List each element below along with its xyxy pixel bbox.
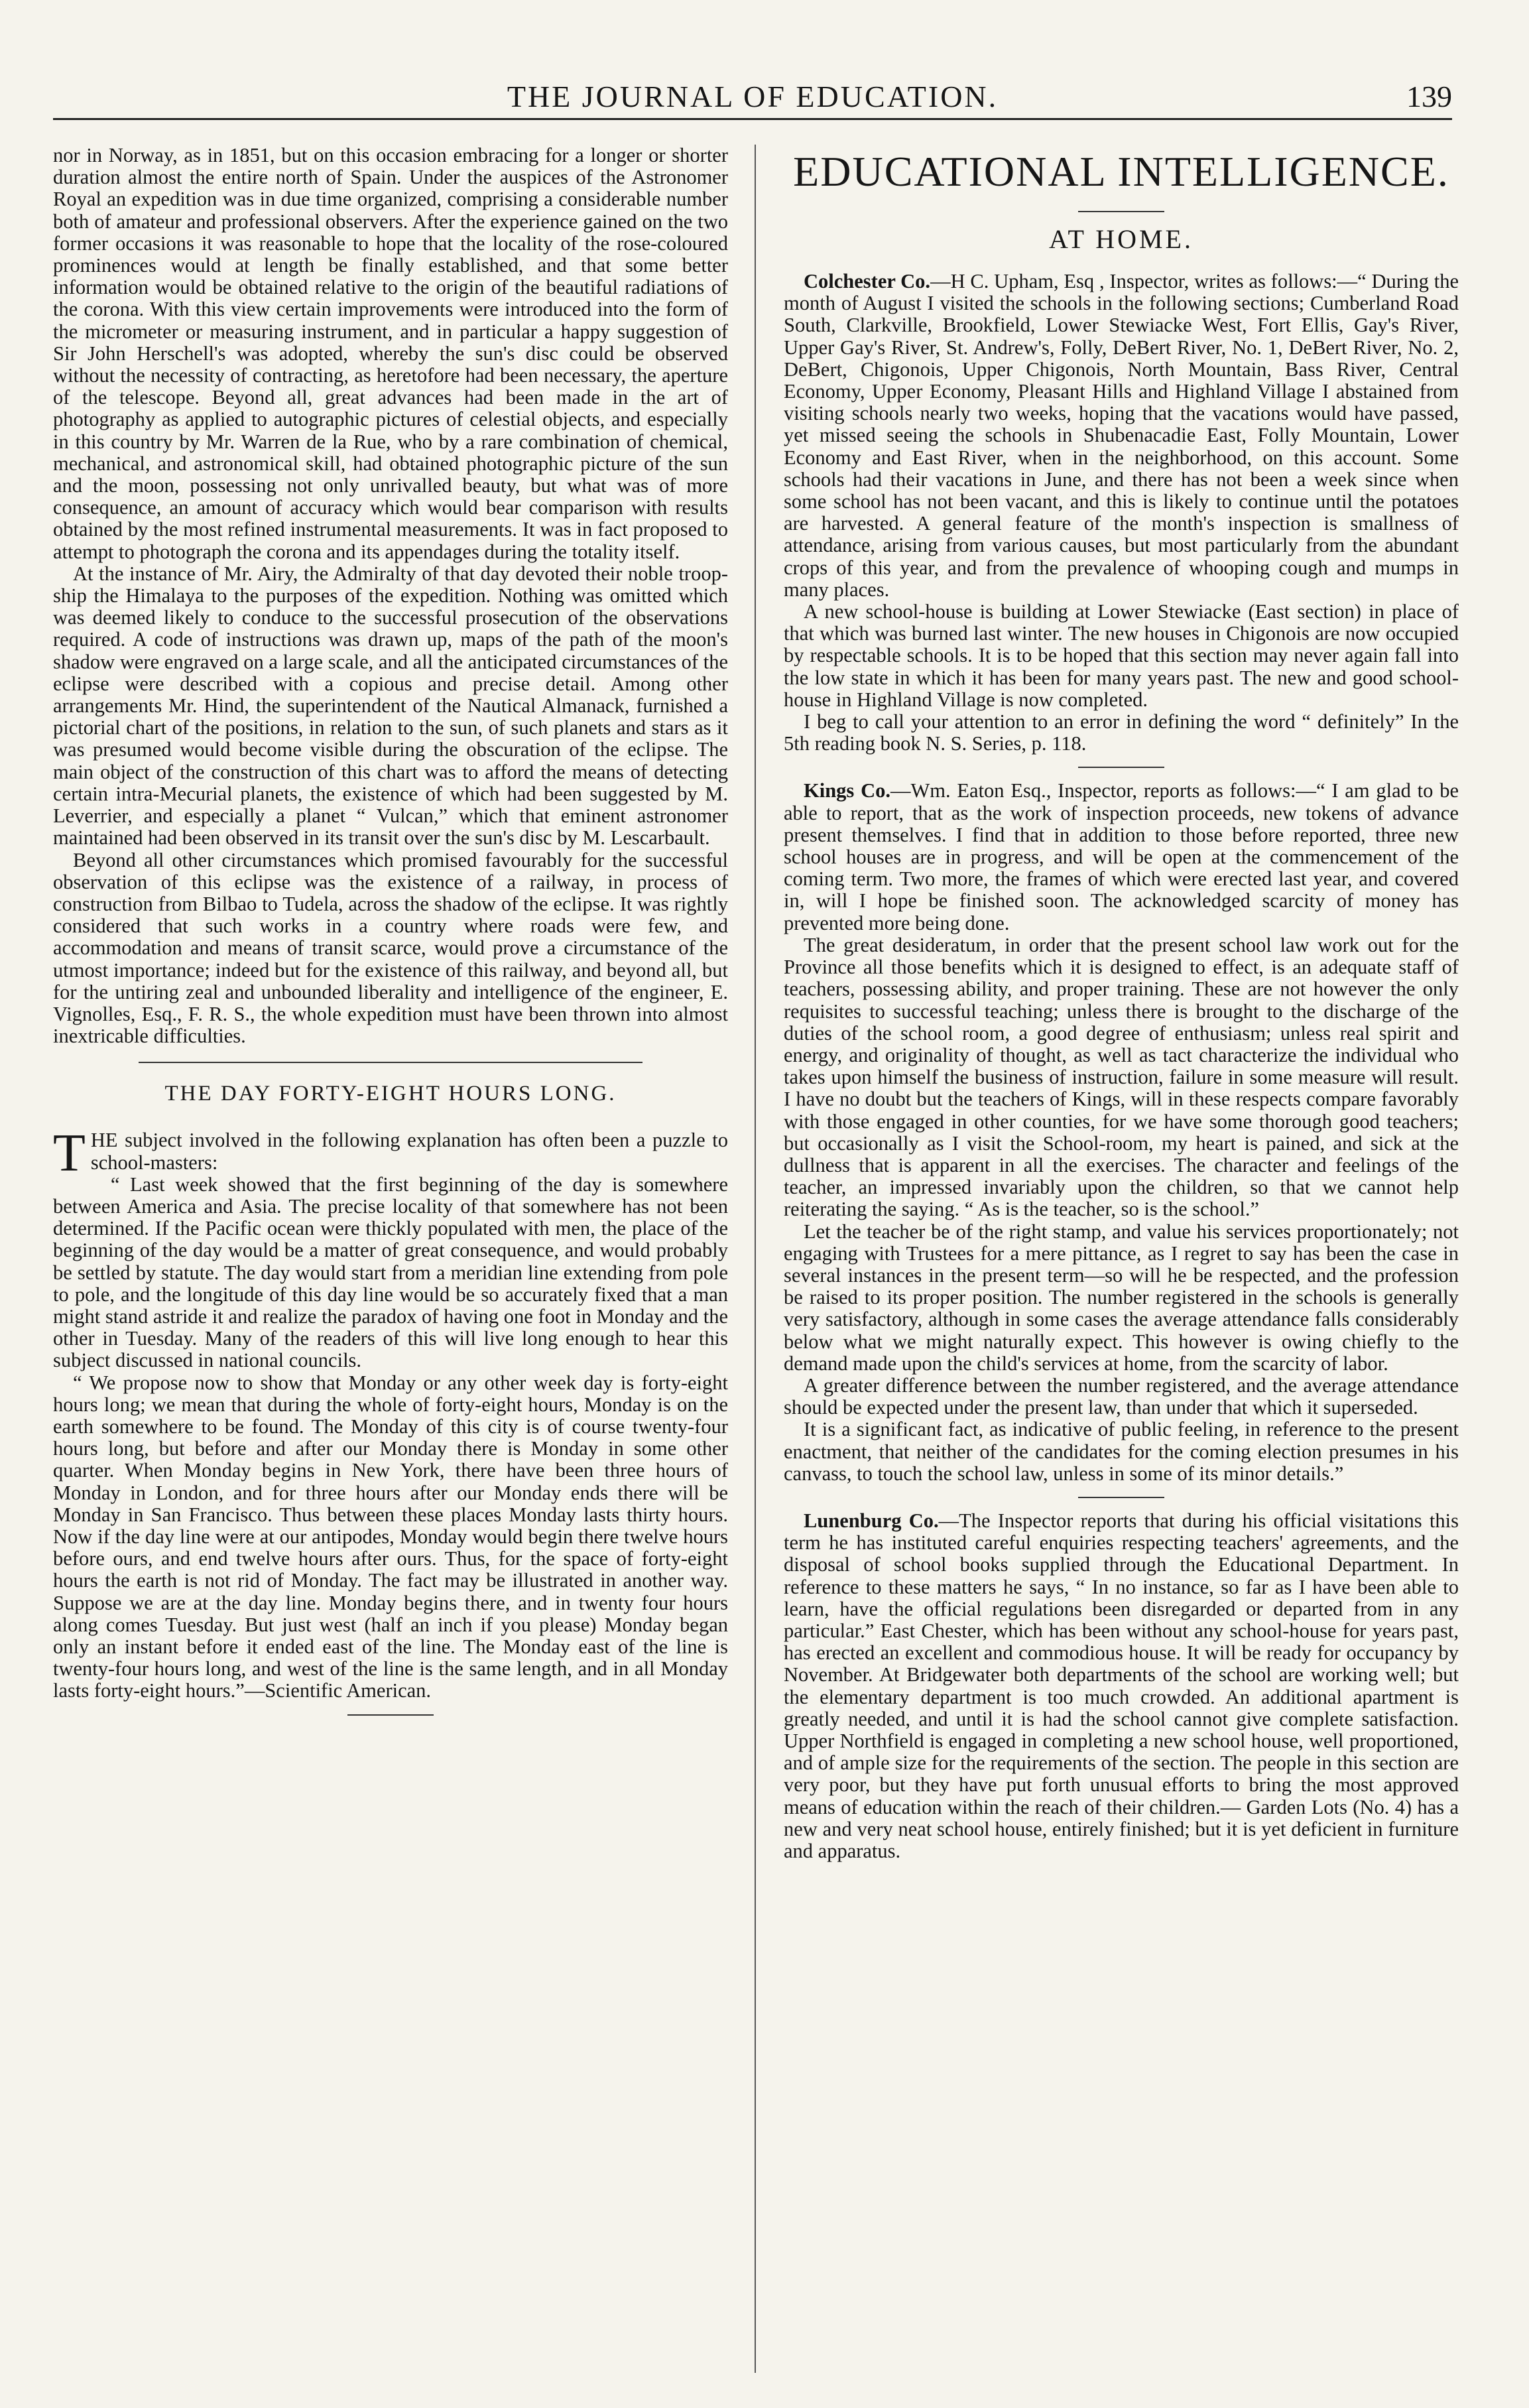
county-name-kings: Kings Co.: [804, 779, 890, 802]
eclipse-paragraph-1: nor in Norway, as in 1851, but on this occasion embracing for a longer or shorter duration almost the entire north of Spain. Under the auspices of the Astronomer Royal an expedition was in due time organized, comprising a considerable number both of amateur and professional observers. After the experience gained on the two former occasions it was reasonable to hope that the locality of the rose-coloured prominences would at length be finally established, and that some better information would be obtained relative to the origin of the beautiful radiations of the corona. With this view certain improvements were introduced into the form of the micrometer or measuring instrument, and in particular a happy suggestion of Sir John Herschell's was adopted, whereby the sun's disc could be observed without the necessity of contracting, as heretofore had been necessary, the aperture of the telescope. Beyond all, great advances had been made in the art of photography as applied to autographic pictures of celestial objects, and especially in this country by Mr. Warren de la Rue, who by a rare combination of chemical, mechanical, and astronomical skill, had obtained photographic picture of the sun and the moon, possessing not only unrivalled beauty, but what was of more consequence, an amount of accuracy which would bear comparison with results obtained by the most refined instrumental measurements. It was in fact proposed to attempt to photograph the corona and its appendages during the totality itself.: [53, 145, 728, 563]
lunenburg-text: —The Inspector reports that during his official visitations this term he has instituted careful enquiries respecting teachers' agreements, and the disposal of school books supplied through the Educational Department. In reference to these matters he says, “ In no instance, so far as I have been able to learn, have the official regulations been disregarded or departed from in any particular.” East Chester, which has been without any school-house for years past, has erected an excellent and commodious house. It will be ready for occupancy by November. At Bridgewater both departments of the school are working well; but the elementary department is too much crowded. An additional apartment is greatly needed, and until it is had the school cannot give complete satisfaction. Upper Northfield is engaged in completing a new school house, well proportioned, and of ample size for the requirements of the section. The people in this section are very poor, but they have put forth unusual efforts to bring the most approved means of education within the reach of their children.— Garden Lots (No. 4) has a new and very neat school house, entirely finished; but it is yet deficient in furniture and apparatus.: [784, 1509, 1459, 1863]
county-name-colchester: Colchester Co.: [804, 270, 931, 292]
article-paragraph-1: “ Last week showed that the first beginning of the day is somewhere between America and Asia. The precise locality of that somewhere has not been determined. If the Pacific ocean were thickly populated with men, the place of the beginning of the day would be a matter of great consequence, and would probably be settled by statute. The day would start from a meridian line extending from pole to pole, and the longitude of this day line would be so accurately fixed that a man might stand astride it and realize the paradox of having one foot in Monday and the other in Tuesday. Many of the readers of this will live long enough to hear this subject discussed in national councils.: [53, 1172, 728, 1372]
report-divider: [1078, 767, 1164, 768]
colchester-text: —H C. Upham, Esq , Inspector, writes as follows:—“ During the month of August I visited the schools in the following sections; Cumberland Road South, Clarkville, Brookfield, Lower Stewiacke West, Fort Ellis, Gay's River, Upper Gay's River, St. Andrew's, Folly, DeBert River, No. 1, DeBert River, No. 2, DeBert, Chigonois, Upper Chigonois, North Mountain, Bass River, Central Economy, Upper Economy, Pleasant Hills and Highland Village I abstained from visiting schools nearly two weeks, hoping that the vacations would have passed, yet missed seeing the schools in Shubenacadie East, Folly Mountain, Lower Economy and East River, when in the neighborhood, on this account. Some schools had their vacations in June, and there has not been a week since when some school has not been vacant, and this is likely to continue until the potatoes are harvested. A general feature of the month's inspection is smallness of attendance, arising from various causes, but most particularly from the abundant crops of this year, and from the prevalence of whooping cough and mumps in many places.: [784, 270, 1459, 601]
report-divider-2: [1078, 1497, 1164, 1498]
article-intro-text: HE subject involved in the following explanation has often been a puzzle to school-masters:: [90, 1129, 728, 1174]
right-column: [784, 145, 1459, 2373]
colchester-paragraph-2: A new school-house is building at Lower Stewiacke (East section) in place of that which was burned last winter. The new houses in Chigonois are now occupied by respectable schools. It is to be hoped that this section may never again fall into the low state in which it has been for many years past. The new and good school-house in Highland Village is now completed.: [784, 600, 1459, 711]
kings-report: [784, 780, 1459, 934]
kings-paragraph-4: A greater difference between the number registered, and the average attendance should be expected under the present law, than under that which it superseded.: [784, 1373, 1459, 1419]
article-divider: [139, 1062, 642, 1063]
county-name-lunenburg: Lunenburg Co.: [804, 1509, 939, 1532]
end-rule: [347, 1714, 434, 1716]
colchester-paragraph-3: I beg to call your attention to an error in defining the word “ definitely” In the 5th reading book N. S. Series, p. 118.: [784, 710, 1459, 755]
eclipse-paragraph-2: At the instance of Mr. Airy, the Admiralty of that day devoted their noble troop-ship the Himalaya to the purposes of the expedition. Nothing was omitted which was deemed likely to conduce to the successful prosecution of the observations required. A code of instructions was drawn up, maps of the path of the moon's shadow were engraved on a large scale, and all the anticipated circumstances of the eclipse were described with a copious and precise detail. Among other arrangements Mr. Hind, the superintendent of the Nautical Almanack, furnished a pictorial chart of the positions, in relation to the sun, of such planets and stars as it was presumed would become visible during the obscuration of the eclipse. The main object of the construction of this chart was to afford the means of detecting certain intra-Mecurial planets, the existence of which had been suggested by M. Leverrier, and especially a planet “ Vulcan,” which that eminent astronomer maintained had been observed in its transit over the sun's disc by M. Lescarbault.: [53, 562, 728, 850]
kings-text: —Wm. Eaton Esq., Inspector, reports as follows:—“ I am glad to be able to report, that as the work of inspection proceeds, new tokens of advance present themselves. I find that in addition to those before reported, three new school houses are in progress, and will be open at the commencement of the coming term. Two more, the frames of which were erected last year, and covered in, will I hope be finished soon. The acknowledged scarcity of money has prevented more being done.: [784, 779, 1459, 934]
article-title: THE DAY FORTY-EIGHT HOURS LONG.: [164, 1082, 617, 1106]
left-column: [53, 145, 728, 2373]
kings-paragraph-3: Let the teacher be of the right stamp, and value his services proportionately; not engaging with Trustees for a mere pittance, as I regret to say has been the case in several instances in the present term—so will he be respected, and the profession be raised to its proper position. The number registered in the schools is generally very satisfactory, although in some cases the average attendance falls considerably below what we might naturally expect. This however is owing chiefly to the demand made upon the child's services at home, from the scarcity of labor.: [784, 1220, 1459, 1375]
drop-cap: T: [53, 1124, 86, 1183]
subhead-at-home: AT HOME.: [1049, 224, 1193, 254]
eclipse-paragraph-3: Beyond all other circumstances which promised favourably for the successful observation of this eclipse was the existence of a railway, in process of construction from Bilbao to Tudela, across the shadow of the eclipse. It was rightly considered that such works in a country where roads were few, and accommodation and means of transit scarce, would prove a circumstance of the utmost importance; indeed but for the existence of this railway, and beyond all, but for the untiring zeal and unbounded liberality and intelligence of the engineer, E. Vignolles, Esq., F. R. S., the whole expedition must have been thrown into almost inextricable difficulties.: [53, 848, 728, 1048]
section-title: EDUCATIONAL INTELLIGENCE.: [793, 148, 1449, 195]
column-divider: [755, 145, 756, 2373]
article-intro: [53, 1124, 728, 1183]
running-head: [53, 78, 1452, 120]
journal-title: THE JOURNAL OF EDUCATION.: [507, 80, 999, 113]
kings-paragraph-5: It is a significant fact, as indicative of public feeling, in reference to the present enactment, that neither of the candidates for the coming election presumes in his canvass, to touch the school law, unless in some of its minor details.”: [784, 1418, 1459, 1485]
colchester-report: [784, 271, 1459, 601]
page-number: 139: [1406, 80, 1452, 113]
section-rule: [1078, 211, 1164, 212]
kings-paragraph-2: The great desideratum, in order that the present school law work out for the Province all those benefits which it is designed to effect, is an adequate staff of teachers, possessing ability, and proper training. These are not however the only requisites to successful teaching; unless there is brought to the discharge of the duties of the school room, a good degree of enthusiasm; unless real spirit and energy, and originality of thought, as well as tact characterize the individual who takes upon himself the business of instruction, failure in some measure will result. I have no doubt but the teachers of Kings, will in these respects compare favorably with those engaged in other counties, for we have some thorough good teachers; but occasionally as I visit the School-room, my heart is pained, and sick at the dullness that is apparent in all the exercises. The character and feelings of the teacher, an impressed invariably upon the children, so that we cannot help reiterating the saying. “ As is the teacher, so is the school.”: [784, 933, 1459, 1221]
article-paragraph-2: “ We propose now to show that Monday or any other week day is forty-eight hours long; we mean that during the whole of forty-eight hours, Monday is on the earth somewhere to be found. The Monday of this city is of course twenty-four hours long, but before and after our Monday there is Monday in some other quarter. When Monday begins in New York, there have been three hours of Monday in London, and for three hours after our Monday ends there will be Monday in San Francisco. Thus between these places Monday lasts thirty hours. Now if the day line were at our antipodes, Monday would begin there twelve hours before ours, and end twelve hours after ours. Thus, for the space of forty-eight hours the earth is not rid of Monday. The fact may be illustrated in another way. Suppose we are at the day line. Monday begins there, and in twenty four hours along comes Tuesday. But just west (half an inch if you please) Monday began only an instant before it ended east of the line. The Monday east of the line is twenty-four hours long, and west of the line is the same length, and in all Monday lasts forty-eight hours.”—Scientific American.: [53, 1371, 728, 1702]
lunenburg-report: [784, 1510, 1459, 1862]
